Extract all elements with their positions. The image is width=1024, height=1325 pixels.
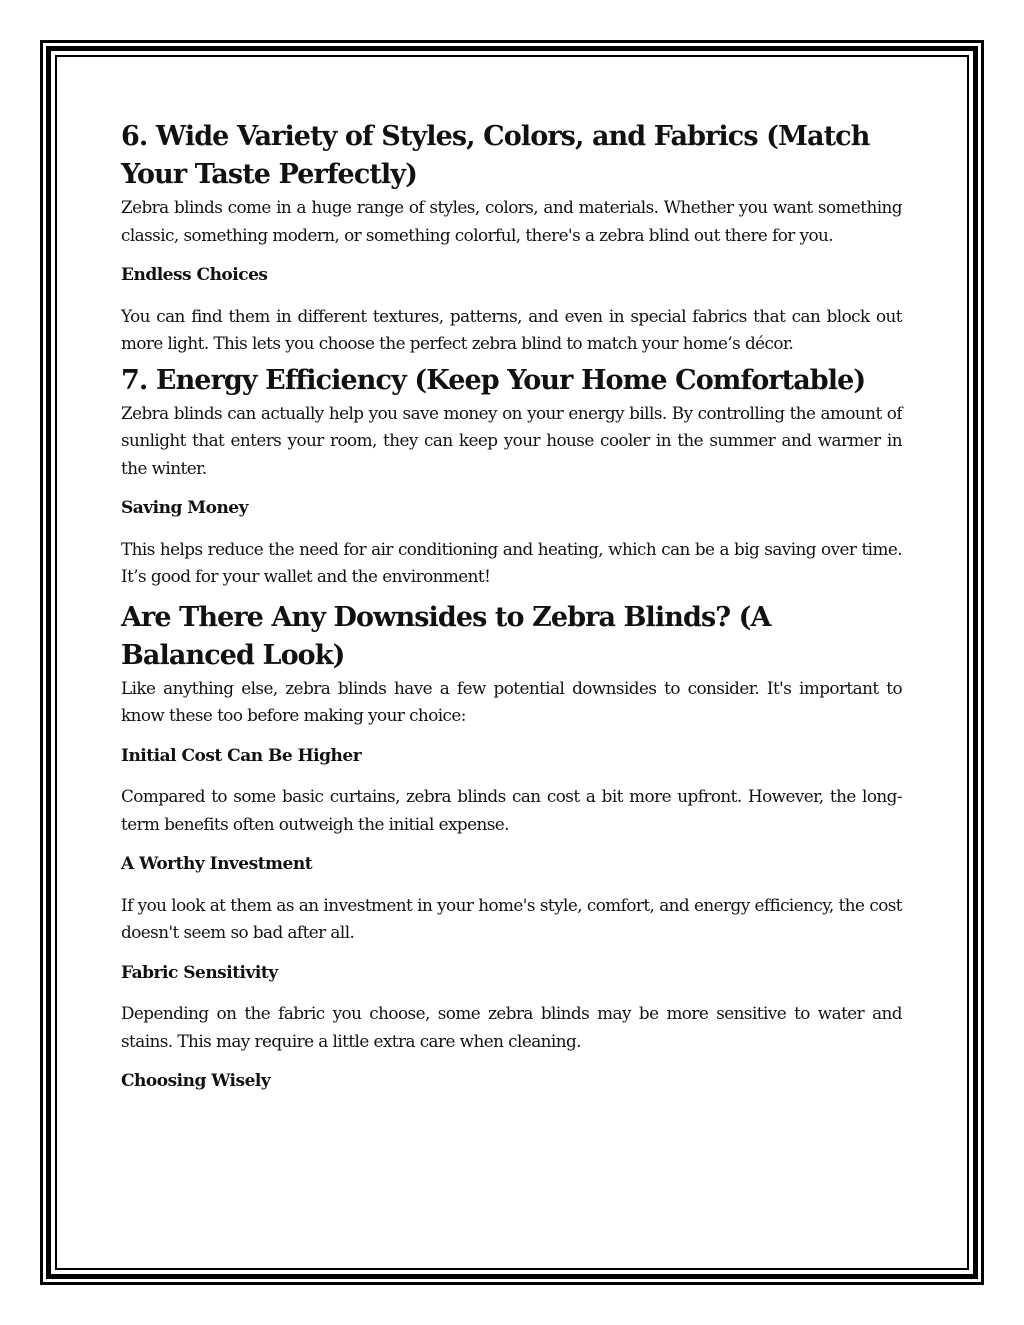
subheading-endless-choices: Endless Choices xyxy=(121,265,268,285)
paragraph-worthy-investment: If you look at them as an investment in your home's style, comfort, and energy efficiency, the cost doesn't seem so bad after all. xyxy=(121,894,902,942)
section-heading-downsides: Are There Any Downsides to Zebra Blinds? (A Balanced Look) xyxy=(121,601,771,671)
subheading-initial-cost: Initial Cost Can Be Higher xyxy=(121,745,362,766)
section-heading-styles: 6. Wide Variety of Styles, Colors, and Fabrics (Match Your Taste Perfectly) xyxy=(121,121,870,190)
section-intro-downsides: Like anything else, zebra blinds have a few potential downsides to consider. It's important to know these too before making your choice: xyxy=(121,677,902,725)
subheading-fabric-sensitivity: Fabric Sensitivity xyxy=(121,962,278,983)
subheading-choosing-wisely: Choosing Wisely xyxy=(121,1071,271,1091)
subheading-saving-money: Saving Money xyxy=(121,498,249,518)
document-body xyxy=(121,118,902,1096)
section-heading-energy: 7. Energy Efficiency (Keep Your Home Comfortable) xyxy=(121,364,866,396)
section-intro-styles: Zebra blinds come in a huge range of styles, colors, and materials. Whether you want something classic, something modern, or something colorful, there's a zebra blind out there for you. xyxy=(121,197,902,245)
subheading-worthy-investment: A Worthy Investment xyxy=(121,854,313,874)
paragraph-initial-cost: Compared to some basic curtains, zebra blinds can cost a bit more upfront. However, the long-term benefits often outweigh the initial expense. xyxy=(121,786,902,834)
paragraph-saving-money: This helps reduce the need for air conditioning and heating, which can be a big saving over time. It’s good for your wallet and the environment! xyxy=(121,538,902,586)
paragraph-fabric-sensitivity: Depending on the fabric you choose, some zebra blinds may be more sensitive to water and stains. This may require a little extra care when cleaning. xyxy=(121,1003,902,1051)
section-intro-energy: Zebra blinds can actually help you save money on your energy bills. By controlling the amount of sunlight that enters your room, they can keep your house cooler in the summer and warmer in the winter. xyxy=(121,402,902,478)
paragraph-endless-choices: You can find them in different textures, patterns, and even in special fabrics that can block out more light. This lets you choose the perfect zebra blind to match your home’s décor. xyxy=(121,305,902,353)
